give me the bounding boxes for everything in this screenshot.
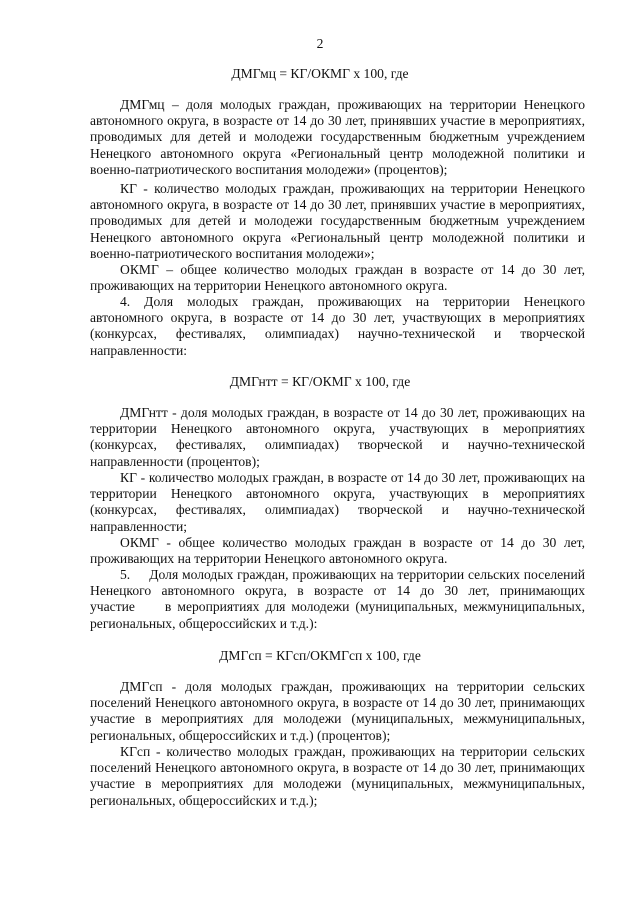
paragraph-item-5: 5. Доля молодых граждан, проживающих на территории сельских поселений Ненецкого автономного округа, в возрасте от 14 до 30 лет, принимающих участие в мероприятиях для молодежи (муниципальных, межмуниципальных, региональных, общероссийских и т.д.):	[90, 567, 585, 631]
paragraph-item-4: 4. Доля молодых граждан, проживающих на территории Ненецкого автономного округа, в возрасте от 14 до 30 лет, участвующих в мероприятиях (конкурсах, фестивалях, олимпиадах) научно-технической и творческой направленности:	[90, 294, 585, 358]
formula-dmgsp: ДМГсп = КГсп/ОКМГсп х 100, где	[219, 648, 421, 663]
paragraph-okmg-definition-2: ОКМГ - общее количество молодых граждан в возрасте от 14 до 30 лет, проживающих на территории Ненецкого автономного округа.	[90, 535, 585, 567]
paragraph-okmg-definition: ОКМГ – общее количество молодых граждан в возрасте от 14 до 30 лет, проживающих на территории Ненецкого автономного округа.	[90, 262, 585, 294]
paragraph-kg-definition-2: КГ - количество молодых граждан, в возрасте от 14 до 30 лет, проживающих на территории Ненецкого автономного округа, участвующих в мероприятиях (конкурсах, фестивалях, олимпиадах) творческой и научно-технической направленности;	[90, 470, 585, 534]
paragraph-dmgmc-definition: ДМГмц – доля молодых граждан, проживающих на территории Ненецкого автономного округа, в возрасте от 14 до 30 лет, принявших участие в мероприятиях, проводимых для детей и молодежи государственным бюджетным учреждением Ненецкого автономного округа «Региональный центр молодежной политики и военно-патриотического воспитания молодежи» (процентов);	[90, 97, 585, 177]
formula-dmgmc: ДМГмц = КГ/ОКМГ х 100, где	[231, 66, 409, 81]
formula-dmgntt: ДМГнтт = КГ/ОКМГ х 100, где	[229, 374, 411, 389]
paragraph-kgsp-definition: КГсп - количество молодых граждан, проживающих на территории сельских поселений Ненецкого автономного округа, в возрасте от 14 до 30 лет, принимающих участие в мероприятиях для молодежи (муниципальных, межмуниципальных, региональных, общероссийских и т.д.);	[90, 744, 585, 808]
paragraph-kg-definition: КГ - количество молодых граждан, проживающих на территории Ненецкого автономного округа, в возрасте от 14 до 30 лет, принявших участие в мероприятиях, проводимых для детей и молодежи государственным бюджетным учреждением Ненецкого автономного округа «Региональный центр молодежной политики и военно-патриотического воспитания молодежи»;	[90, 181, 585, 261]
page-number: 2	[316, 36, 324, 51]
paragraph-dmgsp-definition: ДМГсп - доля молодых граждан, проживающих на территории сельских поселений Ненецкого автономного округа, в возрасте от 14 до 30 лет, принимающих участие в мероприятиях для молодежи (муниципальных, межмуниципальных, региональных, общероссийских и т.д.) (процентов);	[90, 679, 585, 743]
paragraph-dmgntt-definition: ДМГнтт - доля молодых граждан, в возрасте от 14 до 30 лет, проживающих на территории Ненецкого автономного округа, участвующих в мероприятиях (конкурсах, фестивалях, олимпиадах) творческой и научно-технической направленности (процентов);	[90, 405, 585, 469]
